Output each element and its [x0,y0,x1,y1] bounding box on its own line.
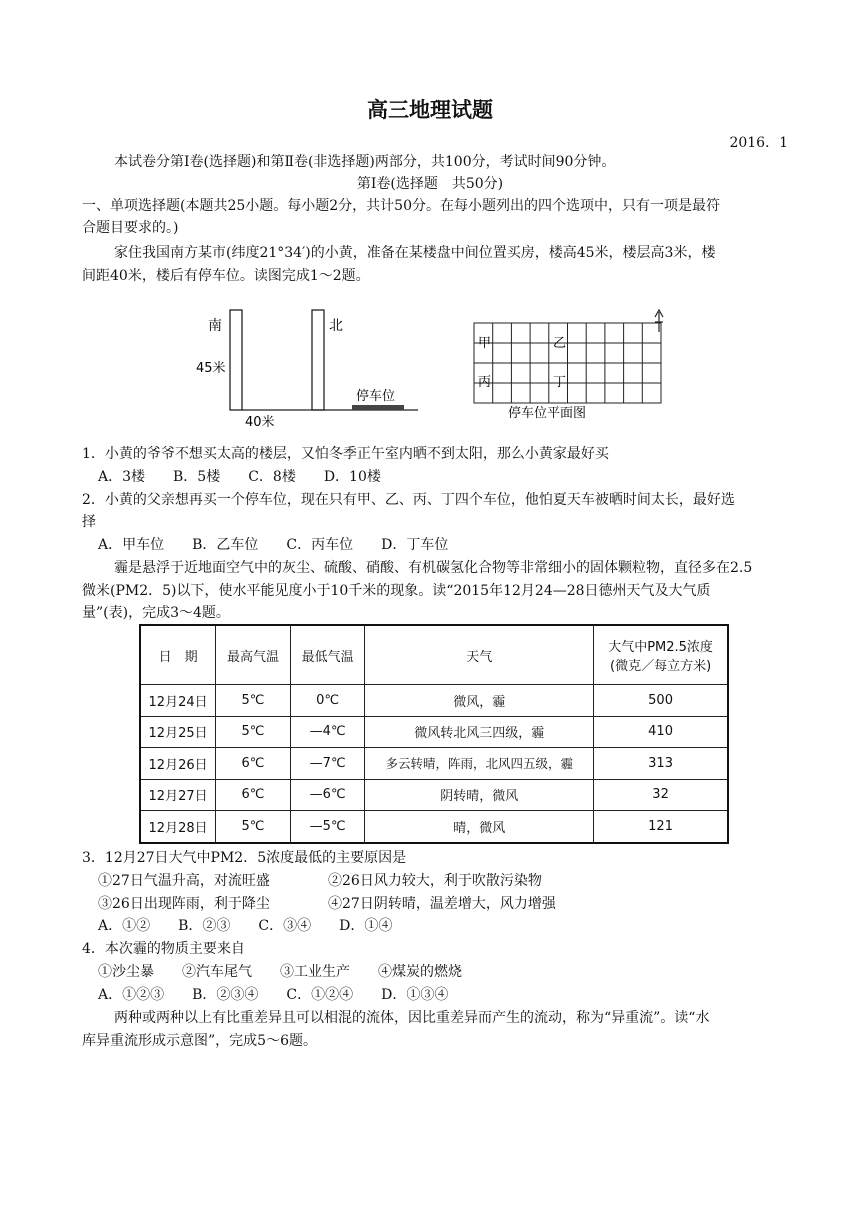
header-pm25-unit: (微克／每立方米) [610,659,712,674]
header-weather: 天气 [365,625,594,685]
q2-options: A．甲车位 B．乙车位 C．丙车位 D．丁车位 [98,537,449,553]
q3-options: A．①② B．②③ C．③④ D．①④ [98,918,393,934]
parking-strip [352,405,404,410]
header-pm25-title: 大气中PM2.5浓度 [608,640,713,655]
q3-stem: 3．12月27日大气中PM2．5浓度最低的主要原因是 [82,850,407,866]
stem1-line2: 间距40米，楼后有停车位。读图完成1～2题。 [82,268,370,284]
table-row [140,779,728,811]
part1-header: 第Ⅰ卷(选择题 共50分) [356,176,504,192]
spot-ding-label: 丁 [553,375,567,390]
cell-date: 12月28日 [140,811,216,843]
table-row [140,716,728,748]
q4-options: A．①②③ B．②③④ C．①②④ D．①③④ [98,987,449,1003]
q3-choice-1: ①27日气温升高，对流旺盛 [98,873,270,889]
north-arrow-icon [655,310,663,332]
north-building [312,310,324,410]
parking-plan-caption: 停车位平面图 [508,406,587,421]
cell-pm25: 32 [594,779,728,811]
q1-stem: 1．小黄的爷爷不想买太高的楼层，又怕冬季正午室内晒不到太阳，那么小黄家最好买 [82,446,609,462]
header-min-temp: 最低气温 [290,625,365,685]
cell-max-temp: 6℃ [216,748,291,780]
south-label: 南 [208,318,222,334]
building-parking-figure [190,300,680,430]
weather-table [139,624,729,844]
cell-max-temp: 5℃ [216,716,291,748]
stem1-line1: 家住我国南方某市(纬度21°34′)的小黄，准备在某楼盘中间位置买房，楼高45米，楼层高3米，楼 [114,245,716,261]
cell-pm25: 313 [594,748,728,780]
header-date: 日 期 [140,625,216,685]
cell-date: 12月25日 [140,716,216,748]
cell-weather: 晴，微风 [365,811,594,843]
table-row [140,748,728,780]
south-building [230,310,242,410]
table-row [140,811,728,843]
cell-weather: 微风，霾 [365,685,594,717]
cell-min-temp: —7℃ [290,748,365,780]
parking-label: 停车位 [356,389,396,404]
q4-choices: ①沙尘暴 ②汽车尾气 ③工业生产 ④煤炭的燃烧 [98,964,462,980]
q2-stem-line2: 择 [82,514,96,530]
spot-jia-label: 甲 [478,336,492,351]
q1-options: A．3楼 B．5楼 C．8楼 D．10楼 [98,469,381,485]
header-pm25 [594,625,728,685]
cell-weather: 多云转晴，阵雨，北风四五级，霾 [365,748,594,780]
building-height-label: 45米 [196,361,226,376]
cell-max-temp: 5℃ [216,685,291,717]
spot-bing-label: 丙 [478,375,492,390]
parking-plan-grid [474,323,661,403]
cell-min-temp: —5℃ [290,811,365,843]
stem3-line1: 霾是悬浮于近地面空气中的灰尘、硫酸、硝酸、有机碳氢化合物等非常细小的固体颗粒物，直径多在2.5 [114,560,753,576]
cell-date: 12月24日 [140,685,216,717]
cell-min-temp: —4℃ [290,716,365,748]
stem3-line3: 量”(表)，完成3～4题。 [82,605,230,621]
north-label: 北 [329,318,343,334]
section1-instructions-line2: 合题目要求的。) [82,220,179,236]
cell-pm25: 121 [594,811,728,843]
exam-date: 2016．1 [729,135,788,151]
q3-choice-2: ②26日风力较大，利于吹散污染物 [328,873,542,889]
spot-yi-label: 乙 [553,336,567,351]
q4-stem: 4．本次霾的物质主要来自 [82,941,245,957]
cell-pm25: 410 [594,716,728,748]
table-header-row [140,625,728,685]
stem5-line2: 库异重流形成示意图”，完成5～6题。 [82,1033,317,1049]
cell-min-temp: —6℃ [290,779,365,811]
table-row [140,685,728,717]
cell-weather: 阴转晴，微风 [365,779,594,811]
stem3-line2: 微米(PM2．5)以下，使水平能见度小于10千米的现象。读“2015年12月24—28日德州天气及大气质 [82,583,711,599]
cell-min-temp: 0℃ [290,685,365,717]
cell-date: 12月27日 [140,779,216,811]
page-title: 高三地理试题 [367,98,493,122]
intro-text: 本试卷分第Ⅰ卷(选择题)和第Ⅱ卷(非选择题)两部分，共100分，考试时间90分钟。 [114,154,616,170]
cell-max-temp: 5℃ [216,811,291,843]
q3-choice-4: ④27日阴转晴，温差增大，风力增强 [328,896,556,912]
q2-stem-line1: 2．小黄的父亲想再买一个停车位，现在只有甲、乙、丙、丁四个车位，他怕夏天车被晒时间太长，最好选 [82,492,735,508]
q3-choice-3: ③26日出现阵雨，利于降尘 [98,896,270,912]
cell-max-temp: 6℃ [216,779,291,811]
stem5-line1: 两种或两种以上有比重差异且可以相混的流体，因比重差异而产生的流动，称为“异重流”。读“水 [114,1010,710,1026]
section1-instructions-line1: 一、单项选择题(本题共25小题。每小题2分，共计50分。在每小题列出的四个选项中，只有一项是最符 [82,198,720,214]
building-spacing-label: 40米 [245,415,275,430]
header-max-temp: 最高气温 [216,625,291,685]
cell-date: 12月26日 [140,748,216,780]
cell-weather: 微风转北风三四级，霾 [365,716,594,748]
cell-pm25: 500 [594,685,728,717]
